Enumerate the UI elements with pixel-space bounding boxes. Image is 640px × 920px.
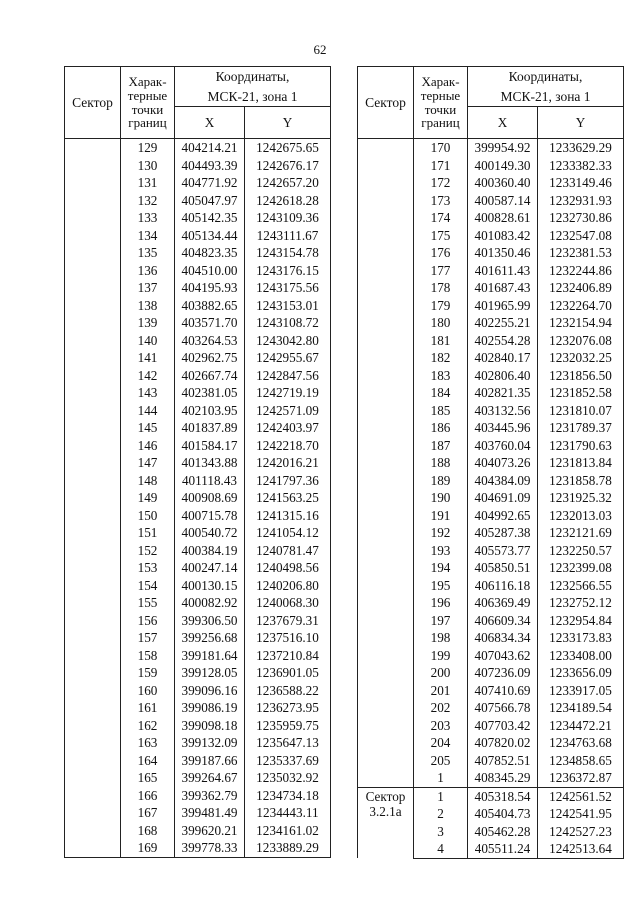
point-number-cell: 155 — [121, 594, 175, 612]
y-coordinate-cell: 1242847.56 — [245, 367, 331, 385]
points-header: Харак- терные точки границ — [121, 67, 175, 139]
table-row — [358, 139, 624, 157]
point-number-cell: 3 — [414, 823, 468, 841]
y-coordinate-cell: 1231858.78 — [538, 472, 624, 490]
point-number-cell: 174 — [414, 209, 468, 227]
y-coordinate-cell: 1235647.13 — [245, 734, 331, 752]
y-coordinate-cell: 1236901.05 — [245, 664, 331, 682]
x-coordinate-cell: 400715.78 — [175, 507, 245, 525]
x-coordinate-cell: 400082.92 — [175, 594, 245, 612]
point-number-cell: 140 — [121, 332, 175, 350]
x-coordinate-cell: 401837.89 — [175, 419, 245, 437]
x-coordinate-cell: 401343.88 — [175, 454, 245, 472]
y-coordinate-cell: 1237210.84 — [245, 647, 331, 665]
x-coordinate-cell: 399096.16 — [175, 682, 245, 700]
x-header: X — [468, 107, 538, 139]
x-coordinate-cell: 406609.34 — [468, 612, 538, 630]
point-number-cell: 183 — [414, 367, 468, 385]
y-coordinate-cell: 1232121.69 — [538, 524, 624, 542]
point-number-cell: 184 — [414, 384, 468, 402]
point-number-cell: 199 — [414, 647, 468, 665]
point-number-cell: 154 — [121, 577, 175, 595]
y-header: Y — [245, 107, 331, 139]
y-coordinate-cell: 1232032.25 — [538, 349, 624, 367]
x-coordinate-cell: 402554.28 — [468, 332, 538, 350]
y-coordinate-cell: 1240781.47 — [245, 542, 331, 560]
point-number-cell: 205 — [414, 752, 468, 770]
point-number-cell: 133 — [121, 209, 175, 227]
sector-header: Сектор — [358, 67, 414, 139]
sector-name-line: 3.2.1а — [369, 803, 402, 819]
x-coordinate-cell: 408345.29 — [468, 769, 538, 787]
y-coordinate-cell: 1232752.12 — [538, 594, 624, 612]
y-coordinate-cell: 1242527.23 — [538, 823, 624, 841]
y-coordinate-cell: 1240206.80 — [245, 577, 331, 595]
point-number-cell: 166 — [121, 787, 175, 805]
point-number-cell: 179 — [414, 297, 468, 315]
y-coordinate-cell: 1242657.20 — [245, 174, 331, 192]
y-coordinate-cell: 1241563.25 — [245, 489, 331, 507]
x-coordinate-cell: 399098.18 — [175, 717, 245, 735]
x-coordinate-cell: 402255.21 — [468, 314, 538, 332]
x-coordinate-cell: 405047.97 — [175, 192, 245, 210]
x-coordinate-cell: 399306.50 — [175, 612, 245, 630]
x-coordinate-cell: 404073.26 — [468, 454, 538, 472]
point-number-cell: 151 — [121, 524, 175, 542]
y-coordinate-cell: 1243154.78 — [245, 244, 331, 262]
sector-header: Сектор — [65, 67, 121, 139]
x-coordinate-cell: 405573.77 — [468, 542, 538, 560]
y-coordinate-cell: 1234763.68 — [538, 734, 624, 752]
point-number-cell: 175 — [414, 227, 468, 245]
y-coordinate-cell: 1242403.97 — [245, 419, 331, 437]
point-number-cell: 167 — [121, 804, 175, 822]
x-coordinate-cell: 399954.92 — [468, 139, 538, 157]
y-coordinate-cell: 1243108.72 — [245, 314, 331, 332]
x-coordinate-cell: 407852.51 — [468, 752, 538, 770]
x-coordinate-cell: 404771.92 — [175, 174, 245, 192]
x-coordinate-cell: 404195.93 — [175, 279, 245, 297]
y-coordinate-cell: 1232154.94 — [538, 314, 624, 332]
y-coordinate-cell: 1243175.56 — [245, 279, 331, 297]
right-table-body — [358, 139, 624, 859]
x-coordinate-cell: 400828.61 — [468, 209, 538, 227]
point-number-cell: 165 — [121, 769, 175, 787]
y-header: Y — [538, 107, 624, 139]
y-coordinate-cell: 1242618.28 — [245, 192, 331, 210]
x-coordinate-cell: 403760.04 — [468, 437, 538, 455]
point-number-cell: 191 — [414, 507, 468, 525]
points-header: Харак- терные точки границ — [414, 67, 468, 139]
point-number-cell: 4 — [414, 840, 468, 858]
x-coordinate-cell: 399256.68 — [175, 629, 245, 647]
x-coordinate-cell: 407703.42 — [468, 717, 538, 735]
point-number-cell: 138 — [121, 297, 175, 315]
x-coordinate-cell: 402806.40 — [468, 367, 538, 385]
y-coordinate-cell: 1243153.01 — [245, 297, 331, 315]
x-coordinate-cell: 402840.17 — [468, 349, 538, 367]
y-coordinate-cell: 1242513.64 — [538, 840, 624, 858]
x-coordinate-cell: 404493.39 — [175, 157, 245, 175]
x-coordinate-cell: 405134.44 — [175, 227, 245, 245]
y-coordinate-cell: 1232406.89 — [538, 279, 624, 297]
point-number-cell: 178 — [414, 279, 468, 297]
point-number-cell: 177 — [414, 262, 468, 280]
x-coordinate-cell: 405850.51 — [468, 559, 538, 577]
y-coordinate-cell: 1234734.18 — [245, 787, 331, 805]
y-coordinate-cell: 1242541.95 — [538, 805, 624, 823]
point-number-cell: 197 — [414, 612, 468, 630]
point-number-cell: 139 — [121, 314, 175, 332]
point-number-cell: 195 — [414, 577, 468, 595]
point-number-cell: 131 — [121, 174, 175, 192]
y-coordinate-cell: 1233149.46 — [538, 174, 624, 192]
y-coordinate-cell: 1237679.31 — [245, 612, 331, 630]
point-number-cell: 157 — [121, 629, 175, 647]
x-coordinate-cell: 400360.40 — [468, 174, 538, 192]
y-coordinate-cell: 1236588.22 — [245, 682, 331, 700]
x-coordinate-cell: 407820.02 — [468, 734, 538, 752]
point-number-cell: 160 — [121, 682, 175, 700]
point-number-cell: 180 — [414, 314, 468, 332]
x-coordinate-cell: 402962.75 — [175, 349, 245, 367]
x-coordinate-cell: 401687.43 — [468, 279, 538, 297]
y-coordinate-cell: 1234189.54 — [538, 699, 624, 717]
point-number-cell: 130 — [121, 157, 175, 175]
point-number-cell: 194 — [414, 559, 468, 577]
point-number-cell: 201 — [414, 682, 468, 700]
sector-cell — [358, 787, 414, 858]
y-coordinate-cell: 1237516.10 — [245, 629, 331, 647]
point-number-cell: 164 — [121, 752, 175, 770]
table-row — [358, 787, 624, 805]
x-coordinate-cell: 400587.14 — [468, 192, 538, 210]
point-number-cell: 196 — [414, 594, 468, 612]
y-coordinate-cell: 1241315.16 — [245, 507, 331, 525]
point-number-cell: 192 — [414, 524, 468, 542]
y-coordinate-cell: 1231925.32 — [538, 489, 624, 507]
y-coordinate-cell: 1240068.30 — [245, 594, 331, 612]
point-number-cell: 152 — [121, 542, 175, 560]
point-number-cell: 158 — [121, 647, 175, 665]
x-coordinate-cell: 407410.69 — [468, 682, 538, 700]
table-row — [65, 139, 331, 157]
y-coordinate-cell: 1232954.84 — [538, 612, 624, 630]
x-coordinate-cell: 404214.21 — [175, 139, 245, 157]
x-coordinate-cell: 399778.33 — [175, 839, 245, 857]
point-number-cell: 168 — [121, 822, 175, 840]
y-coordinate-cell: 1241054.12 — [245, 524, 331, 542]
x-coordinate-cell: 401611.43 — [468, 262, 538, 280]
coordinates-header: Координаты, МСК-21, зона 1 — [468, 67, 624, 107]
x-coordinate-cell: 399132.09 — [175, 734, 245, 752]
x-coordinate-cell: 403445.96 — [468, 419, 538, 437]
point-number-cell: 146 — [121, 437, 175, 455]
point-number-cell: 193 — [414, 542, 468, 560]
point-number-cell: 185 — [414, 402, 468, 420]
y-coordinate-cell: 1233656.09 — [538, 664, 624, 682]
x-coordinate-cell: 399181.64 — [175, 647, 245, 665]
y-coordinate-cell: 1233629.29 — [538, 139, 624, 157]
y-coordinate-cell: 1242675.65 — [245, 139, 331, 157]
x-coordinate-cell: 400540.72 — [175, 524, 245, 542]
x-coordinate-cell: 401083.42 — [468, 227, 538, 245]
point-number-cell: 198 — [414, 629, 468, 647]
x-coordinate-cell: 400130.15 — [175, 577, 245, 595]
x-coordinate-cell: 407566.78 — [468, 699, 538, 717]
y-coordinate-cell: 1233917.05 — [538, 682, 624, 700]
x-coordinate-cell: 399481.49 — [175, 804, 245, 822]
point-number-cell: 159 — [121, 664, 175, 682]
point-number-cell: 156 — [121, 612, 175, 630]
point-number-cell: 143 — [121, 384, 175, 402]
y-coordinate-cell: 1231852.58 — [538, 384, 624, 402]
x-coordinate-cell: 399187.66 — [175, 752, 245, 770]
y-coordinate-cell: 1232931.93 — [538, 192, 624, 210]
point-number-cell: 147 — [121, 454, 175, 472]
point-number-cell: 200 — [414, 664, 468, 682]
point-number-cell: 129 — [121, 139, 175, 157]
x-coordinate-cell: 403882.65 — [175, 297, 245, 315]
y-coordinate-cell: 1232264.70 — [538, 297, 624, 315]
y-coordinate-cell: 1234161.02 — [245, 822, 331, 840]
point-number-cell: 1 — [414, 787, 468, 805]
y-coordinate-cell: 1232399.08 — [538, 559, 624, 577]
coordinates-header: Координаты, МСК-21, зона 1 — [175, 67, 331, 107]
y-coordinate-cell: 1231813.84 — [538, 454, 624, 472]
y-coordinate-cell: 1232076.08 — [538, 332, 624, 350]
point-number-cell: 173 — [414, 192, 468, 210]
point-number-cell: 161 — [121, 699, 175, 717]
y-coordinate-cell: 1233382.33 — [538, 157, 624, 175]
point-number-cell: 181 — [414, 332, 468, 350]
point-number-cell: 132 — [121, 192, 175, 210]
x-coordinate-cell: 400149.30 — [468, 157, 538, 175]
x-coordinate-cell: 407043.62 — [468, 647, 538, 665]
x-coordinate-cell: 400908.69 — [175, 489, 245, 507]
y-coordinate-cell: 1233408.00 — [538, 647, 624, 665]
y-coordinate-cell: 1232730.86 — [538, 209, 624, 227]
y-coordinate-cell: 1242676.17 — [245, 157, 331, 175]
point-number-cell: 202 — [414, 699, 468, 717]
y-coordinate-cell: 1243042.80 — [245, 332, 331, 350]
x-coordinate-cell: 405404.73 — [468, 805, 538, 823]
point-number-cell: 136 — [121, 262, 175, 280]
x-coordinate-cell: 405511.24 — [468, 840, 538, 858]
x-coordinate-cell: 399086.19 — [175, 699, 245, 717]
x-coordinate-cell: 404823.35 — [175, 244, 245, 262]
y-coordinate-cell: 1232013.03 — [538, 507, 624, 525]
x-coordinate-cell: 407236.09 — [468, 664, 538, 682]
y-coordinate-cell: 1236273.95 — [245, 699, 331, 717]
y-coordinate-cell: 1242016.21 — [245, 454, 331, 472]
x-coordinate-cell: 406116.18 — [468, 577, 538, 595]
x-coordinate-cell: 406834.34 — [468, 629, 538, 647]
point-number-cell: 182 — [414, 349, 468, 367]
x-coordinate-cell: 399128.05 — [175, 664, 245, 682]
y-coordinate-cell: 1243176.15 — [245, 262, 331, 280]
x-coordinate-cell: 405142.35 — [175, 209, 245, 227]
x-coordinate-cell: 399264.67 — [175, 769, 245, 787]
point-number-cell: 163 — [121, 734, 175, 752]
point-number-cell: 203 — [414, 717, 468, 735]
x-coordinate-cell: 406369.49 — [468, 594, 538, 612]
y-coordinate-cell: 1242955.67 — [245, 349, 331, 367]
x-coordinate-cell: 402821.35 — [468, 384, 538, 402]
point-number-cell: 176 — [414, 244, 468, 262]
y-coordinate-cell: 1234443.11 — [245, 804, 331, 822]
y-coordinate-cell: 1232547.08 — [538, 227, 624, 245]
x-coordinate-cell: 405318.54 — [468, 787, 538, 805]
point-number-cell: 134 — [121, 227, 175, 245]
sector-name-line: Сектор — [365, 788, 406, 804]
x-coordinate-cell: 401965.99 — [468, 297, 538, 315]
y-coordinate-cell: 1233889.29 — [245, 839, 331, 857]
x-coordinate-cell: 403132.56 — [468, 402, 538, 420]
y-coordinate-cell: 1233173.83 — [538, 629, 624, 647]
y-coordinate-cell: 1232250.57 — [538, 542, 624, 560]
y-coordinate-cell: 1231790.63 — [538, 437, 624, 455]
x-header: X — [175, 107, 245, 139]
x-coordinate-cell: 401350.46 — [468, 244, 538, 262]
y-coordinate-cell: 1234858.65 — [538, 752, 624, 770]
y-coordinate-cell: 1234472.21 — [538, 717, 624, 735]
coordinates-table-left — [64, 66, 331, 858]
point-number-cell: 135 — [121, 244, 175, 262]
point-number-cell: 188 — [414, 454, 468, 472]
point-number-cell: 171 — [414, 157, 468, 175]
x-coordinate-cell: 404691.09 — [468, 489, 538, 507]
point-number-cell: 172 — [414, 174, 468, 192]
y-coordinate-cell: 1235032.92 — [245, 769, 331, 787]
y-coordinate-cell: 1243111.67 — [245, 227, 331, 245]
point-number-cell: 137 — [121, 279, 175, 297]
x-coordinate-cell: 402381.05 — [175, 384, 245, 402]
point-number-cell: 2 — [414, 805, 468, 823]
x-coordinate-cell: 399362.79 — [175, 787, 245, 805]
y-coordinate-cell: 1236372.87 — [538, 769, 624, 787]
point-number-cell: 187 — [414, 437, 468, 455]
y-coordinate-cell: 1232566.55 — [538, 577, 624, 595]
x-coordinate-cell: 400247.14 — [175, 559, 245, 577]
page-number: 62 — [313, 42, 327, 57]
x-coordinate-cell: 400384.19 — [175, 542, 245, 560]
point-number-cell: 169 — [121, 839, 175, 857]
point-number-cell: 144 — [121, 402, 175, 420]
point-number-cell: 150 — [121, 507, 175, 525]
point-number-cell: 148 — [121, 472, 175, 490]
y-coordinate-cell: 1242561.52 — [538, 787, 624, 805]
point-number-cell: 142 — [121, 367, 175, 385]
sector-cell — [65, 139, 121, 858]
point-number-cell: 149 — [121, 489, 175, 507]
y-coordinate-cell: 1235959.75 — [245, 717, 331, 735]
x-coordinate-cell: 403264.53 — [175, 332, 245, 350]
y-coordinate-cell: 1242218.70 — [245, 437, 331, 455]
sector-cell — [358, 139, 414, 788]
x-coordinate-cell: 401118.43 — [175, 472, 245, 490]
point-number-cell: 204 — [414, 734, 468, 752]
y-coordinate-cell: 1231856.50 — [538, 367, 624, 385]
left-table-body — [65, 139, 331, 858]
x-coordinate-cell: 401584.17 — [175, 437, 245, 455]
y-coordinate-cell: 1242571.09 — [245, 402, 331, 420]
y-coordinate-cell: 1242719.19 — [245, 384, 331, 402]
x-coordinate-cell: 404510.00 — [175, 262, 245, 280]
point-number-cell: 145 — [121, 419, 175, 437]
y-coordinate-cell: 1231810.07 — [538, 402, 624, 420]
x-coordinate-cell: 405462.28 — [468, 823, 538, 841]
y-coordinate-cell: 1241797.36 — [245, 472, 331, 490]
y-coordinate-cell: 1243109.36 — [245, 209, 331, 227]
x-coordinate-cell: 402103.95 — [175, 402, 245, 420]
y-coordinate-cell: 1231789.37 — [538, 419, 624, 437]
x-coordinate-cell: 402667.74 — [175, 367, 245, 385]
y-coordinate-cell: 1232381.53 — [538, 244, 624, 262]
point-number-cell: 189 — [414, 472, 468, 490]
x-coordinate-cell: 404992.65 — [468, 507, 538, 525]
point-number-cell: 186 — [414, 419, 468, 437]
point-number-cell: 170 — [414, 139, 468, 157]
y-coordinate-cell: 1232244.86 — [538, 262, 624, 280]
x-coordinate-cell: 403571.70 — [175, 314, 245, 332]
point-number-cell: 1 — [414, 769, 468, 787]
x-coordinate-cell: 404384.09 — [468, 472, 538, 490]
y-coordinate-cell: 1240498.56 — [245, 559, 331, 577]
coordinates-table-right — [357, 66, 624, 859]
point-number-cell: 141 — [121, 349, 175, 367]
point-number-cell: 162 — [121, 717, 175, 735]
point-number-cell: 153 — [121, 559, 175, 577]
y-coordinate-cell: 1235337.69 — [245, 752, 331, 770]
point-number-cell: 190 — [414, 489, 468, 507]
x-coordinate-cell: 399620.21 — [175, 822, 245, 840]
x-coordinate-cell: 405287.38 — [468, 524, 538, 542]
